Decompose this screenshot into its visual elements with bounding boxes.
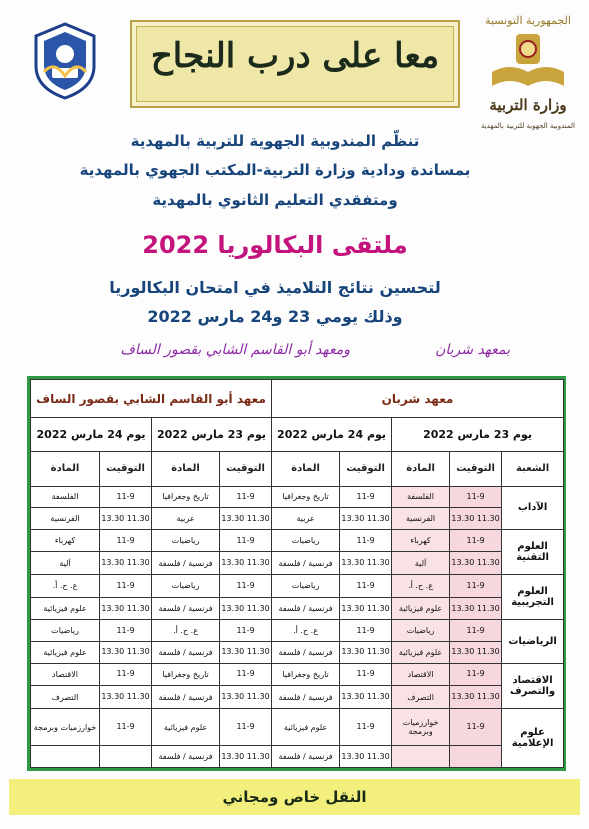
day-24-header-2: يوم 24 مارس 2022 (31, 418, 152, 452)
subject-cell: خوارزميات وبرمجة (392, 708, 450, 745)
subject-cell: رياضيات (272, 575, 340, 598)
subject-cell: علوم فيزيائية (392, 597, 450, 620)
svg-text:وزارة التربية: وزارة التربية (489, 96, 567, 114)
table-row (31, 620, 564, 642)
subject-cell: فرنسية / فلسفة (272, 552, 340, 575)
support-line: بمساندة ودادية وزارة التربية-المكتب الجهوي بالمهدية (79, 161, 471, 179)
time-cell: 11.30 13.30 (100, 508, 152, 530)
branch-cell: العلوم التجريبية (502, 575, 564, 620)
time-cell: 11-9 (340, 663, 392, 686)
time-cell: 11-9 (450, 575, 502, 598)
table-row (31, 663, 564, 686)
time-cell: 11-9 (100, 529, 152, 552)
time-cell: 11-9 (100, 575, 152, 598)
association-logo (30, 20, 100, 100)
subject-cell: رياضيات (272, 529, 340, 552)
subject-cell: فرنسية / فلسفة (272, 641, 340, 663)
subject-cell: الاقتصاد (392, 663, 450, 686)
subject-cell: رياضيات (152, 529, 220, 552)
subject-cell: فرنسية / فلسفة (272, 746, 340, 768)
subject-cell: علوم فيزيائية (152, 708, 220, 745)
purpose-line: لتحسين نتائج التلاميذ في امتحان البكالوريا (109, 278, 441, 297)
time-cell: 11.30 13.30 (340, 508, 392, 530)
table-row (31, 529, 564, 552)
subject-cell: الفلسفة (31, 486, 100, 508)
time-cell: 11-9 (340, 620, 392, 642)
table-row (31, 486, 564, 508)
time-cell: 11-9 (220, 620, 272, 642)
subject-cell: الفلسفة (392, 486, 450, 508)
subject-cell: ع. ح. أ. (272, 620, 340, 642)
time-cell: 11.30 13.30 (220, 597, 272, 620)
time-cell: 11-9 (100, 486, 152, 508)
subject-cell: عربية (272, 508, 340, 530)
table-row (31, 746, 564, 768)
time-cell: 11.30 13.30 (340, 597, 392, 620)
branch-cell: الاقتصاد والتصرف (502, 663, 564, 708)
time-cell: 11-9 (220, 529, 272, 552)
time-column-header: التوقيت (450, 452, 502, 486)
table-row (31, 641, 564, 663)
subject-cell (31, 746, 100, 768)
table-row (31, 597, 564, 620)
time-cell: 11.30 13.30 (340, 746, 392, 768)
subject-cell: التصرف (392, 686, 450, 709)
subject-cell: علوم فيزيائية (31, 641, 100, 663)
time-cell: 11.30 13.30 (340, 686, 392, 709)
time-cell: 11-9 (340, 575, 392, 598)
subject-cell: رياضيات (152, 575, 220, 598)
subject-cell: فرنسية / فلسفة (152, 686, 220, 709)
subject-cell (392, 746, 450, 768)
time-cell: 11.30 13.30 (220, 552, 272, 575)
time-cell: 11-9 (450, 663, 502, 686)
transport-note: النقل خاص ومجاني (9, 779, 580, 815)
subject-column-header: المادة (392, 452, 450, 486)
subject-cell: فرنسية / فلسفة (272, 597, 340, 620)
subject-cell: الفرنسية (392, 508, 450, 530)
day-24-header: يوم 24 مارس 2022 (272, 418, 392, 452)
time-cell: 11-9 (450, 708, 502, 745)
subject-cell: خوارزميات وبرمجة (31, 708, 100, 745)
subject-column-header: المادة (31, 452, 100, 486)
organizer-line: تنظّم المندوبية الجهوية للتربية بالمهدية (130, 132, 420, 150)
subject-cell: فرنسية / فلسفة (152, 641, 220, 663)
table-row (31, 575, 564, 598)
school-1-header: معهد شربان (272, 380, 564, 418)
time-cell: 11.30 13.30 (450, 552, 502, 575)
table-row (31, 686, 564, 709)
schedule-grid (30, 379, 564, 768)
time-cell: 11.30 13.30 (450, 508, 502, 530)
table-row (31, 552, 564, 575)
time-cell: 11-9 (220, 486, 272, 508)
time-cell: 11.30 13.30 (340, 552, 392, 575)
subject-cell: علوم فيزيائية (272, 708, 340, 745)
time-cell: 11-9 (220, 708, 272, 745)
subject-column-header: المادة (152, 452, 220, 486)
subject-cell: علوم فيزيائية (392, 641, 450, 663)
time-cell: 11.30 13.30 (220, 641, 272, 663)
subject-cell: تاريخ وجغرافيا (272, 663, 340, 686)
subject-cell: فرنسية / فلسفة (272, 686, 340, 709)
time-cell: 11.30 13.30 (220, 746, 272, 768)
time-cell: 11-9 (450, 486, 502, 508)
day-23-header-2: يوم 23 مارس 2022 (152, 418, 272, 452)
time-cell (450, 746, 502, 768)
subject-cell: الفرنسية (31, 508, 100, 530)
subject-cell: ع. ح. أ. (392, 575, 450, 598)
ministry-emblem-icon (478, 10, 578, 135)
subject-cell: فرنسية / فلسفة (152, 552, 220, 575)
subject-cell: عربية (152, 508, 220, 530)
subject-cell: فرنسية / فلسفة (152, 746, 220, 768)
subject-cell: آلية (392, 552, 450, 575)
time-cell: 11-9 (100, 620, 152, 642)
time-cell: 11-9 (450, 529, 502, 552)
table-row (31, 708, 564, 745)
time-cell: 11.30 13.30 (450, 641, 502, 663)
subject-cell: رياضيات (31, 620, 100, 642)
subject-cell: كهرباء (392, 529, 450, 552)
branch-cell: العلوم التقنية (502, 529, 564, 574)
subject-cell: تاريخ وجغرافيا (152, 663, 220, 686)
time-cell: 11-9 (340, 708, 392, 745)
branch-cell: علوم الإعلامية (502, 708, 564, 767)
ministry-logo (478, 10, 578, 135)
time-cell: 11.30 13.30 (450, 686, 502, 709)
schedule-table (27, 376, 566, 771)
svg-text:الجمهورية التونسية: الجمهورية التونسية (485, 14, 571, 27)
time-cell: 11.30 13.30 (100, 552, 152, 575)
branch-cell: الرياضيات (502, 620, 564, 663)
time-cell: 11.30 13.30 (220, 508, 272, 530)
time-cell: 11-9 (340, 486, 392, 508)
subject-cell: علوم فيزيائية (31, 597, 100, 620)
time-cell: 11-9 (450, 620, 502, 642)
subject-column-header: المادة (272, 452, 340, 486)
branch-column-header: الشعبة (502, 452, 564, 486)
time-cell: 11.30 13.30 (100, 686, 152, 709)
slogan-banner (130, 20, 460, 108)
subject-cell: فرنسية / فلسفة (152, 597, 220, 620)
time-cell: 11.30 13.30 (100, 597, 152, 620)
time-column-header: التوقيت (100, 452, 152, 486)
time-cell: 11-9 (220, 663, 272, 686)
subject-cell: ع. ح. أ. (152, 620, 220, 642)
subject-cell: تاريخ وجغرافيا (152, 486, 220, 508)
school-2-header: معهد أبو القاسم الشابي بقصور الساف (31, 380, 272, 418)
time-cell: 11-9 (100, 663, 152, 686)
slogan-text: معا على درب النجاح (150, 36, 440, 76)
venue-1: بمعهد شربان (435, 342, 510, 358)
time-cell: 11.30 13.30 (340, 641, 392, 663)
day-23-header: يوم 23 مارس 2022 (392, 418, 564, 452)
subject-cell: التصرف (31, 686, 100, 709)
time-cell (100, 746, 152, 768)
subject-cell: تاريخ وجغرافيا (272, 486, 340, 508)
time-cell: 11-9 (340, 529, 392, 552)
table-row (31, 508, 564, 530)
branch-cell: الآداب (502, 486, 564, 529)
time-cell: 11-9 (220, 575, 272, 598)
subject-cell: ع. ح. أ. (31, 575, 100, 598)
inspectors-line: ومتفقدي التعليم الثانوي بالمهدية (152, 191, 398, 209)
subject-cell: آلية (31, 552, 100, 575)
venue-2: ومعهد أبو القاسم الشابي بقصور الساف (120, 342, 350, 358)
time-cell: 11.30 13.30 (450, 597, 502, 620)
time-column-header: التوقيت (340, 452, 392, 486)
time-cell: 11.30 13.30 (220, 686, 272, 709)
time-cell: 11-9 (100, 708, 152, 745)
event-title: ملتقى البكالوريا 2022 (142, 231, 408, 259)
subject-cell: رياضيات (392, 620, 450, 642)
dates-line: وذلك يومي 23 و24 مارس 2022 (147, 307, 403, 326)
subject-cell: الاقتصاد (31, 663, 100, 686)
time-cell: 11.30 13.30 (100, 641, 152, 663)
svg-text:المندوبية الجهوية للتربية بالم: المندوبية الجهوية للتربية بالمهدية (480, 122, 576, 130)
time-column-header: التوقيت (220, 452, 272, 486)
subject-cell: كهرباء (31, 529, 100, 552)
